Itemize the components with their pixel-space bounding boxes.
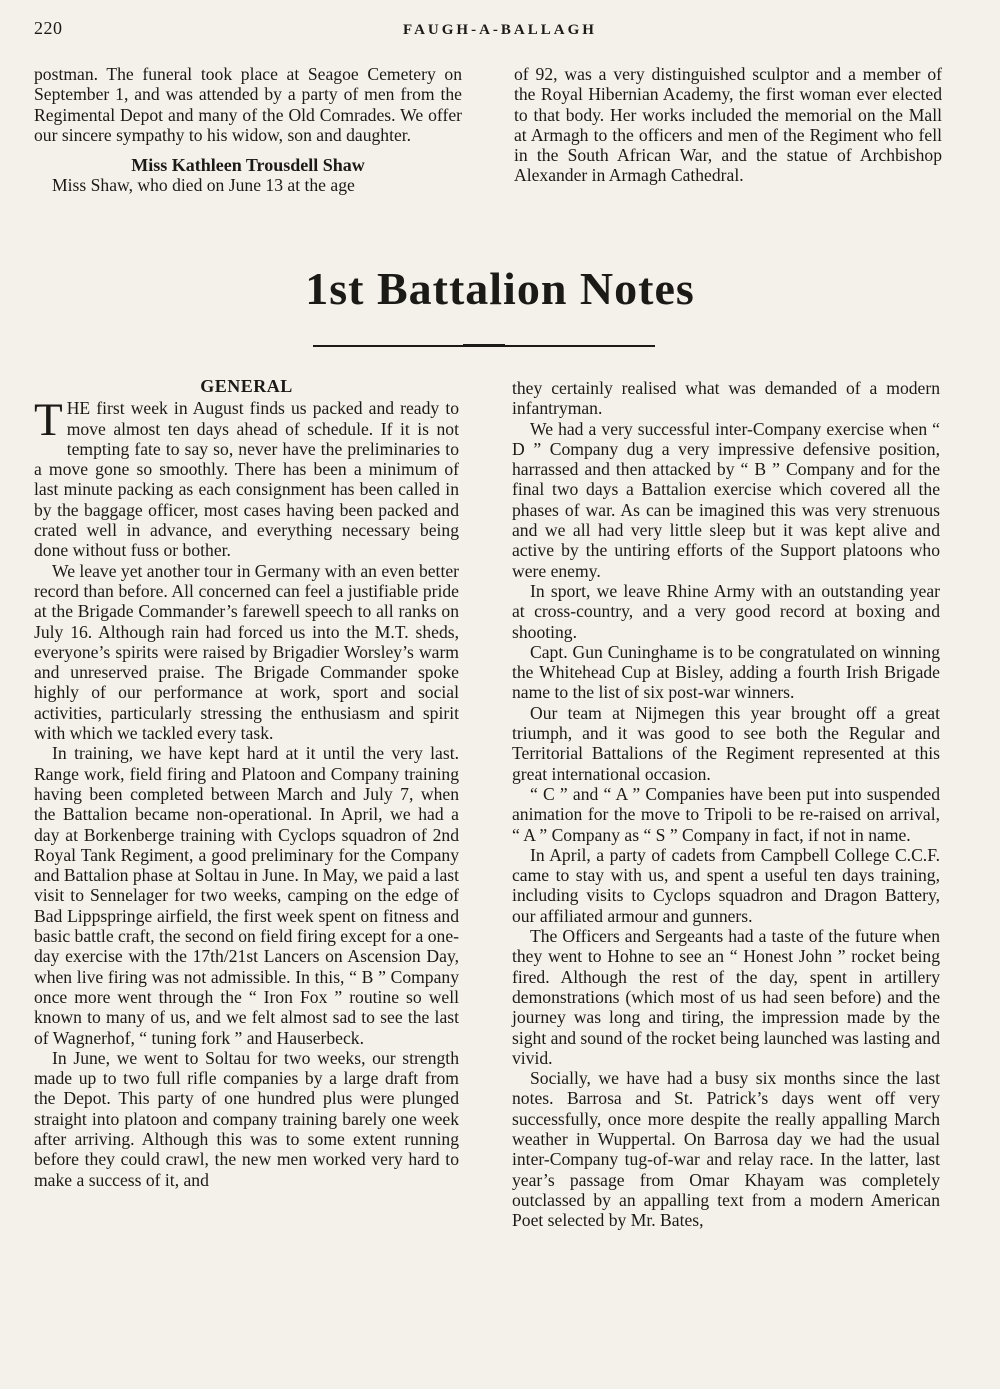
article-paragraph-9: Our team at Nijmegen this year brought off a great triumph, and it was good to see both the Regular and Territorial Battalions of the Regiment represented at this great international occasion. [512,702,940,784]
article-paragraph-1-text: HE first week in August finds us packed and ready to move almost ten days ahead of schedule. If it is not tempting fate to say so, never have the preliminaries to a move gone so smoothly. There has been a minimum of last minute packing as each consignment has been called in by the baggage officer, most cases having been packed and crated well in advance, and everything necessary being done without fuss or bother. [34,398,459,561]
article-paragraph-10: “ C ” and “ A ” Companies have been put into suspended animation for the move to Tripoli to be re-raised on arrival, “ A ” Company as “ S ” Company in fact, if not in name. [512,783,940,845]
article-paragraph-12: The Officers and Sergeants had a taste of the future when they went to Hohne to see an “ Honest John ” rocket being fired. Although the rest of the day, spent in artillery demonstrations (which most of us had seen before) and the journey was long and tiring, the impression made by the sight and sound of the rocket being launched was lasting and vivid. [512,926,941,1068]
article-paragraph-8: Capt. Gun Cuninghame is to be congratulated on winning the Whitehead Cup at Bisley, adding a fourth Irish Brigade name to the list of six post-war winners. [512,641,940,703]
page-number: 220 [34,18,63,38]
obituary-paragraph-shaw-cont: of 92, was a very distinguished sculptor and a member of the Royal Hibernian Academy, the first woman ever elected to that body. Her works included the memorial on the Mall at Armagh to the officers and men of the Regiment who fell in the South African War, and the statue of Archbishop Alexander in Armagh Cathedral. [514,64,942,186]
obituary-paragraph: postman. The funeral took place at Seagoe Cemetery on September 1, and was attended by a party of men from the Regimental Depot and many of the Old Comrades. We offer our sincere sympathy to his widow, son and daughter. [34,64,462,145]
article-paragraph-13: Socially, we have had a busy six months since the last notes. Barrosa and St. Patrick’s days went off very successfully, once more despite the really appalling March weather in Wuppertal. On Barrosa day we had the usual inter-Company tug-of-war and relay race. In the latter, last year’s passage from Omar Khayam was completely outclassed by an appalling text from a modern American Poet selected by Mr. Bates, [512,1068,940,1231]
running-head: FAUGH-A-BALLAGH [403,22,597,38]
article-paragraph-3: In training, we have kept hard at it until the very last. Range work, field firing and Platoon and Company training having been completed between March and July 7, when the Battalion became non-operational. In April, we had a day at Borkenberge training with Cyclops squadron of 2nd Royal Tank Regiment, a good preliminary for the Company and Battalion phase at Soltau in June. In May, we paid a last visit to Sennelager for two weeks, camping on the edge of Bad Lippspringe airfield, the first week spent on fitness and basic battle craft, the second on field firing except for a one-day exercise with the 17th/21st Lancers on Ascension Day, when live firing was not admissible. In this, “ B ” Company once more went through the “ Iron Fox ” routine so well known to many of us, and we felt almost sad to see the last of Wagnerhof, “ tuning fork ” and Hauserbeck. [34,743,459,1048]
article-paragraph-4: In June, we went to Soltau for two weeks, our strength made up to two full rifle companies by a large draft from the Depot. This party of one hundred plus were plunged straight into platoon and company training barely one week after arriving. Although this was to some extent running before they could crawl, the new men worked very hard to make a success of it, and [34,1047,459,1190]
article-paragraph-6: We had a very successful inter-Company exercise when “ D ” Company dug a very impressive defensive position, harrassed and then attacked by “ B ” Company and for the final two days a Battalion exercise which covered all the phases of war. As can be imagined this was very strenuous and we all had very little sleep but it was kept alive and active by the untiring efforts of the Support platoons who were enemy. [512,418,940,581]
obituary-column-right [514,64,942,186]
article-paragraph-1 [34,394,459,561]
article-column-left [34,376,459,1190]
obituary-column-left [34,64,462,196]
drop-cap: T [34,394,63,447]
obituary-heading: Miss Kathleen Trousdell Shaw [131,155,365,176]
subheading: GENERAL [200,376,293,396]
article-paragraph-11: In April, a party of cadets from Campbell College C.C.F. came to stay with us, and spent a useful ten days training, including visits to Cyclops squadron and Dragon Battery, our affiliated armour and gunners. [512,844,940,926]
section-title: 1st Battalion Notes [305,263,695,314]
article-paragraph-5: they certainly realised what was demanded of a modern infantryman. [512,378,940,419]
article-paragraph-7: In sport, we leave Rhine Army with an outstanding year at cross-country, and a very good record at boxing and shooting. [512,580,940,642]
decorative-rule [313,345,655,347]
article-column-right [512,378,940,1230]
article-paragraph-2: We leave yet another tour in Germany with an even better record than before. All concerned can feel a justifiable pride at the Brigade Commander’s farewell speech to all ranks on July 16. Although rain had forced us into the M.T. sheds, everyone’s spirits were raised by Brigadier Worsley’s warm and unreserved praise. The Brigade Commander spoke highly of our performance at work, sport and social activities, particularly stressing the enthusiasm and spirit with which we tackled every task. [34,560,459,744]
obituary-paragraph-shaw-start: Miss Shaw, who died on June 13 at the age [52,175,355,196]
